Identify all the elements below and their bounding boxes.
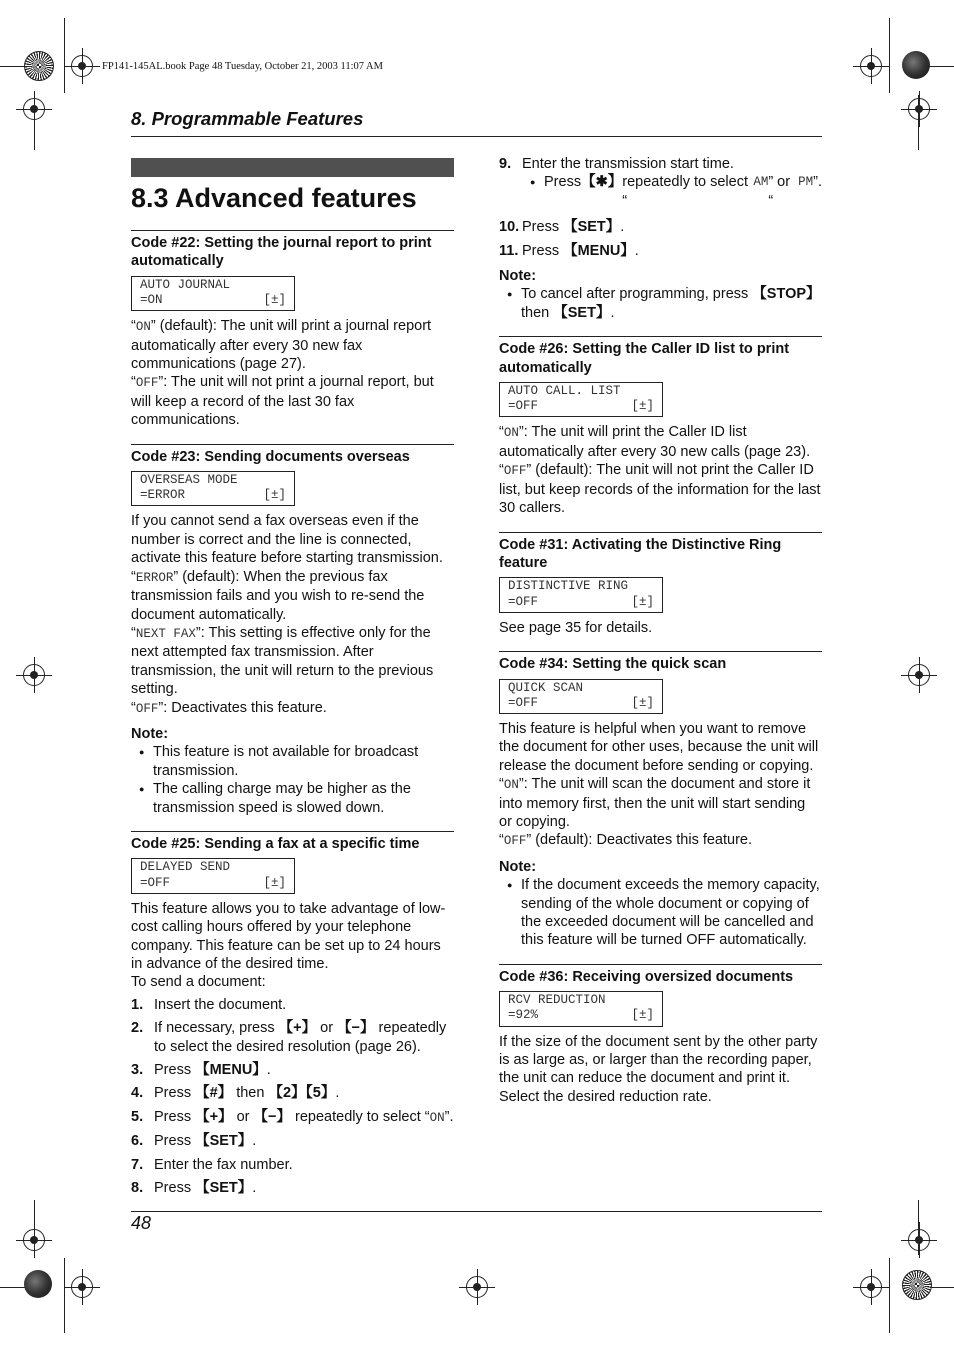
section-bar xyxy=(131,158,454,177)
note-item: ● If the document exceeds the memory capacity, sending of the whole document or copying of the exceeded document will be cancelled and this feature will be turned OFF automatically. xyxy=(507,876,822,950)
code-31-lcd xyxy=(499,577,663,612)
step-9-bullet: ● Press 【✱】 repeatedly to select “ AM ” or “ PM ”. xyxy=(530,173,822,210)
lcd-line2: =ERROR xyxy=(140,488,186,503)
lcd-line2: =OFF xyxy=(508,695,539,710)
code-34-option-off: “OFF” (default): Deactivates this feature. xyxy=(499,832,753,849)
lcd-line1: OVERSEAS MODE xyxy=(140,473,238,488)
code-23-notes xyxy=(131,743,454,817)
lcd-key: [±] xyxy=(631,1008,654,1023)
lcd-line2: =ON xyxy=(140,293,163,308)
lcd-line1: AUTO CALL. LIST xyxy=(508,384,621,399)
registration-mark-icon xyxy=(908,664,930,686)
code-23-option-off: “OFF”: Deactivates this feature. xyxy=(131,699,327,716)
code-25-notes xyxy=(499,285,822,322)
code-26-lcd xyxy=(499,382,663,417)
right-column xyxy=(499,158,822,1106)
registration-mark-icon xyxy=(23,664,45,686)
code-23-option-error: “ERROR” (default): When the previous fax transmission fails and you wish to re-send the document automatically. xyxy=(131,568,425,623)
starburst-mark-icon xyxy=(902,1270,932,1300)
lcd-line1: AUTO JOURNAL xyxy=(140,277,231,292)
step-item: 7. Enter the fax number. xyxy=(131,1156,293,1173)
code-26-option-off: “OFF” (default): The unit will not print the Caller ID list, but keep records of the information for the last 30 callers. xyxy=(499,462,821,517)
lcd-key: [±] xyxy=(631,399,654,414)
lcd-key: [±] xyxy=(263,875,286,890)
section-title: 8.3 Advanced features xyxy=(131,183,417,213)
code-23-option-nextfax: “NEXT FAX”: This setting is effective only for the next attempted fax transmission. After transmission, the unit will return to the previous setting. xyxy=(131,624,434,698)
code-34-notes xyxy=(499,876,822,950)
color-ball-icon xyxy=(24,1270,52,1298)
code-25-send-label: To send a document: xyxy=(131,974,266,991)
lcd-key: [±] xyxy=(631,695,654,710)
starburst-mark-icon xyxy=(24,51,54,81)
lcd-line2: =OFF xyxy=(140,875,171,890)
code-36-text: If the size of the document sent by the other party is as large as, or larger than the recording paper, the unit can reduce the document and print it. Select the desired reduction rate. xyxy=(499,1033,818,1105)
step-item: 4. Press 【#】 then 【2】【5】. xyxy=(131,1085,340,1102)
lcd-line2: =92% xyxy=(508,1008,539,1023)
code-34-intro: This feature is helpful when you want to remove the document for other uses, because the unit will release the document before sending or copying. xyxy=(499,720,819,774)
step-item: 5. Press 【+】 or 【−】 repeatedly to select “ON”. xyxy=(131,1108,454,1125)
registration-mark-icon xyxy=(71,55,93,77)
left-column xyxy=(131,158,454,1202)
code-31-text: See page 35 for details. xyxy=(499,619,653,636)
registration-mark-icon xyxy=(860,55,882,77)
code-34-note-label: Note: xyxy=(499,858,537,875)
lcd-line2: =OFF xyxy=(508,399,539,414)
step-item: 11. Press 【MENU】. xyxy=(499,242,639,259)
chapter-header: 8. Programmable Features xyxy=(131,108,364,129)
lcd-line1: DISTINCTIVE RING xyxy=(508,579,629,594)
lcd-key: [±] xyxy=(263,293,286,308)
step-item: 9. Enter the transmission start time. ● Press 【✱】 repeatedly to select “ AM ” or “ PM ”. xyxy=(499,155,822,215)
page-number: 48 xyxy=(131,1213,152,1233)
code-22-option-on: “ON” (default): The unit will print a journal report automatically after every 30 new fax communications (page 27). xyxy=(131,318,432,373)
registration-mark-icon xyxy=(860,1276,882,1298)
registration-mark-icon xyxy=(908,98,930,120)
lcd-key: [±] xyxy=(263,488,286,503)
code-25-heading: Code #25: Sending a fax at a specific time xyxy=(131,831,454,853)
code-36-lcd xyxy=(499,991,663,1026)
code-23-heading: Code #23: Sending documents overseas xyxy=(131,444,454,466)
registration-mark-icon xyxy=(71,1276,93,1298)
step-item: 10. Press 【SET】. xyxy=(499,219,625,236)
code-25-note-label: Note: xyxy=(499,268,537,285)
code-36-heading: Code #36: Receiving oversized documents xyxy=(499,964,822,986)
code-25-intro: This feature allows you to take advantage of low-cost calling hours offered by your telephone company. This feature can be set up to 24 hours in advance of the desired time. xyxy=(131,900,446,972)
step-item: 6. Press 【SET】. xyxy=(131,1133,257,1150)
code-26-heading: Code #26: Setting the Caller ID list to print automatically xyxy=(499,336,822,377)
registration-mark-icon xyxy=(23,98,45,120)
code-31-heading: Code #31: Activating the Distinctive Ring feature xyxy=(499,532,822,573)
registration-mark-icon xyxy=(908,1229,930,1251)
registration-mark-icon xyxy=(466,1276,488,1298)
code-34-heading: Code #34: Setting the quick scan xyxy=(499,651,822,673)
code-25-steps xyxy=(131,996,454,1198)
footer-rule xyxy=(131,1211,822,1212)
code-34-lcd xyxy=(499,679,663,714)
code-23-note-label: Note: xyxy=(131,725,169,742)
header-rule xyxy=(131,136,822,137)
lcd-line1: QUICK SCAN xyxy=(508,680,584,695)
lcd-line2: =OFF xyxy=(508,594,539,609)
code-23-lcd xyxy=(131,471,295,506)
lcd-line1: RCV REDUCTION xyxy=(508,993,606,1008)
step-item: 8. Press 【SET】. xyxy=(131,1180,257,1197)
book-info: FP141-145AL.book Page 48 Tuesday, October 21, 2003 11:07 AM xyxy=(102,61,383,72)
code-23-intro: If you cannot send a fax overseas even if the number is correct and the line is connected, activate this feature before starting transmission. xyxy=(131,513,443,567)
code-22-heading: Code #22: Setting the journal report to print automatically xyxy=(131,230,454,271)
code-22-option-off: “OFF”: The unit will not print a journal report, but will keep a record of the last 30 fax communications. xyxy=(131,374,434,429)
lcd-line1: DELAYED SEND xyxy=(140,860,231,875)
step-item: 1. Insert the document. xyxy=(131,996,287,1013)
code-25-lcd xyxy=(131,858,295,893)
code-34-option-on: “ON”: The unit will scan the document and store it into memory first, then the unit will start sending or copying. xyxy=(499,776,811,830)
lcd-key: [±] xyxy=(631,594,654,609)
color-ball-icon xyxy=(902,51,930,79)
note-item: ● To cancel after programming, press 【STOP】 then 【SET】. xyxy=(507,285,822,322)
code-25-steps-continued xyxy=(499,155,822,260)
step-item: 3. Press 【MENU】. xyxy=(131,1062,271,1079)
note-item: ● This feature is not available for broadcast transmission. xyxy=(139,743,454,780)
registration-mark-icon xyxy=(23,1229,45,1251)
note-item: ● The calling charge may be higher as the transmission speed is slowed down. xyxy=(139,780,454,817)
code-22-lcd xyxy=(131,276,295,311)
code-26-option-on: “ON”: The unit will print the Caller ID list automatically after every 30 new calls (page 23). xyxy=(499,424,811,460)
step-item: 2. If necessary, press 【+】 or 【−】 repeatedly to select the desired resolution (page 26). xyxy=(131,1020,447,1055)
